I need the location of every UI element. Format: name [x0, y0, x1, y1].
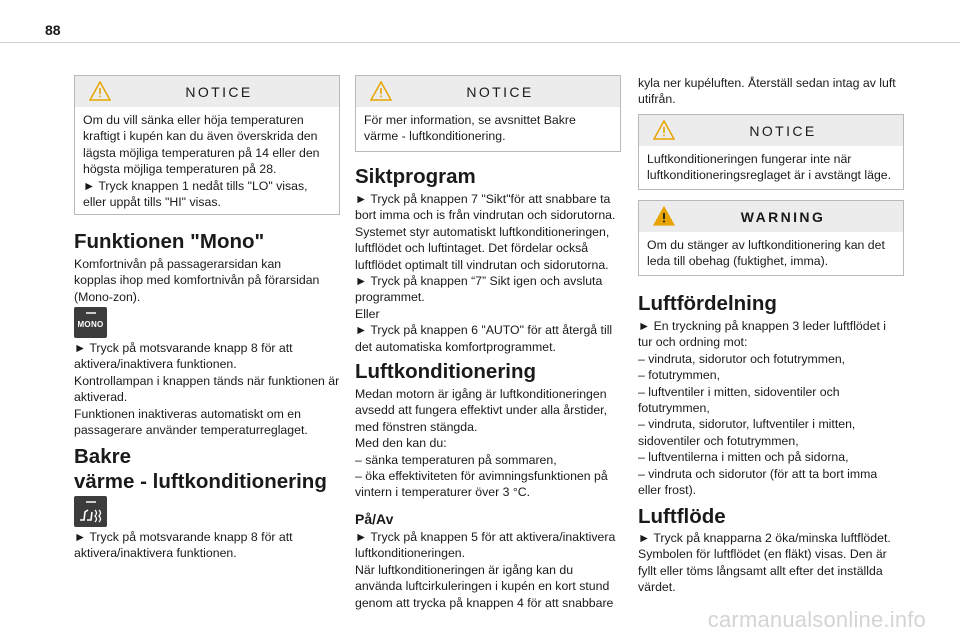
- page-number: 88: [45, 22, 61, 38]
- title-line: värme - luftkonditionering: [74, 470, 327, 493]
- text-line: – vindruta, sidorutor och fotutrymmen,: [638, 351, 846, 366]
- text-line: Med den kan du:: [355, 436, 447, 451]
- text-line: Kontrollampan i knappen tänds när funktionen är: [74, 373, 340, 388]
- text-line: Eller: [355, 306, 380, 321]
- text-line: luftflödet och luftintaget. Det fördelar också: [355, 241, 589, 256]
- section-title-onoff: På/Av: [355, 511, 394, 527]
- text-line: kopplas ihop med komfortnivån på förarsidan: [74, 273, 320, 288]
- header-rule: [0, 42, 960, 43]
- airflow-body: [638, 530, 928, 596]
- warning-triangle-icon: [89, 81, 111, 101]
- text-line: fyllt eller töms långsamt allt efter det inställda: [638, 563, 883, 578]
- text-line: luftflödet optimalt till vindrutan och sidorutorna.: [355, 257, 609, 272]
- warning-box: [638, 200, 904, 276]
- text-line: passagerare använder temperaturreglaget.: [74, 423, 308, 438]
- text-line: luftkonditioneringen.: [355, 546, 466, 561]
- text-line: ► Tryck på motsvarande knapp 8 för att: [74, 530, 293, 544]
- text-line: Luftkonditioneringen fungerar inte när: [647, 152, 852, 166]
- section-title-rear: [74, 444, 327, 494]
- col3-continuation: [638, 75, 928, 108]
- text-line: programmet.: [355, 290, 425, 305]
- notice-heading: NOTICE: [466, 83, 534, 100]
- watermark: carmanualsonline.info: [707, 607, 926, 632]
- text-line: genom att trycka på knappen 4 för att snabbare: [355, 595, 614, 610]
- text-line: utifrån.: [638, 92, 676, 107]
- text-line: (Mono-zon).: [74, 289, 141, 304]
- text-line: ► Tryck knappen 1 nedåt tills "LO" visas,: [83, 178, 308, 193]
- text-line: – luftventiler i mitten, sidoventiler och: [638, 384, 840, 399]
- text-line: ► Tryck på knappen “7” Sikt igen och avsluta: [355, 274, 603, 289]
- text-line: kyla ner kupéluften. Återställ sedan intag av luft: [638, 76, 896, 90]
- text-line: – vindruta, sidorutor, luftventiler i mitten,: [638, 417, 856, 432]
- text-line: aktivera/inaktivera funktionen.: [74, 546, 237, 561]
- text-line: högsta möjliga temperaturen på 28.: [83, 162, 277, 177]
- text-line: ► Tryck på knappen 6 "AUTO" för att återgå till: [355, 323, 613, 338]
- notice-box-ac-off: [638, 114, 904, 190]
- rear-climate-icon: [74, 496, 107, 527]
- notice-box-rear: [355, 75, 621, 152]
- rear-body: [74, 529, 344, 562]
- notice-heading: NOTICE: [749, 122, 817, 139]
- notice-text: [639, 146, 903, 190]
- text-line: Komfortnivån på passagerarsidan kan: [74, 257, 282, 271]
- text-line: – vindruta och sidorutor (för att ta bort imma: [638, 466, 878, 481]
- section-title-airflow: Luftflöde: [638, 505, 726, 528]
- section-title-mono: Funktionen "Mono": [74, 230, 265, 253]
- text-line: – öka effektiviteten för avimningsfunktionen på: [355, 469, 608, 484]
- text-line: – luftventilerna i mitten och på sidorna,: [638, 450, 849, 465]
- warning-heading: WARNING: [740, 208, 826, 225]
- text-line: ► Tryck på knappen 5 för att aktivera/inaktivera: [355, 530, 616, 544]
- text-line: Symbolen för luftflödet (en fläkt) visas. Den är: [638, 547, 887, 562]
- notice-heading: NOTICE: [185, 83, 253, 100]
- mono-icon-label: MONO: [77, 320, 104, 329]
- mono-button-icon: [74, 307, 107, 338]
- text-line: ► Tryck på knappen 7 "Sikt"för att snabbare ta: [355, 192, 611, 206]
- text-line: leda till obehag (fuktighet, imma).: [647, 254, 829, 269]
- ac-body: [355, 386, 630, 501]
- text-line: det automatiska komfortprogrammet.: [355, 339, 556, 354]
- text-line: använda luftcirkuleringen i kupén en kort stund: [355, 579, 610, 594]
- warning-triangle-icon: [370, 81, 392, 101]
- sikt-body: [355, 191, 630, 355]
- text-line: Medan motorn är igång är luftkonditioneringen: [355, 387, 607, 401]
- text-line: bort imma och is från vindrutan och sidorutorna.: [355, 208, 616, 223]
- notice-header: [639, 115, 903, 146]
- onoff-body: [355, 529, 630, 611]
- title-line: Bakre: [74, 445, 131, 468]
- mono-intro: [74, 256, 344, 305]
- text-line: ► En tryckning på knappen 3 leder luftflödet i: [638, 319, 887, 333]
- text-line: värme - luftkonditionering.: [364, 129, 506, 144]
- text-line: med fönstren stängda.: [355, 419, 478, 434]
- text-line: eller frost).: [638, 483, 697, 498]
- section-title-sikt: Siktprogram: [355, 165, 476, 188]
- text-line: När luftkonditioneringen är igång kan du: [355, 562, 574, 577]
- text-line: För mer information, se avsnittet Bakre: [364, 113, 576, 127]
- text-line: fotutrymmen,: [638, 401, 710, 416]
- text-line: Om du stänger av luftkonditionering kan det: [647, 238, 885, 252]
- text-line: Systemet styr automatiskt luftkonditioneringen,: [355, 224, 610, 239]
- text-line: aktiverad.: [74, 390, 128, 405]
- text-line: luftkonditioneringsreglaget är i avstängt läge.: [647, 168, 892, 183]
- notice-text: [75, 107, 339, 216]
- text-line: vintern i temperaturer över 3 °C.: [355, 485, 531, 500]
- text-line: ► Tryck på knapparna 2 öka/minska luftflödet.: [638, 531, 891, 545]
- text-line: lägsta möjliga temperaturen på 14 eller den: [83, 145, 320, 160]
- text-line: – fotutrymmen,: [638, 368, 721, 383]
- warning-header: [639, 201, 903, 232]
- warning-triangle-icon: [653, 120, 675, 140]
- text-line: kraftigt i kupén kan du även överskrida den: [83, 129, 318, 144]
- notice-header: [75, 76, 339, 107]
- text-line: – sänka temperaturen på sommaren,: [355, 452, 557, 467]
- text-line: värdet.: [638, 580, 676, 595]
- distribution-body: [638, 318, 928, 498]
- text-line: Funktionen inaktiveras automatiskt om en: [74, 406, 301, 421]
- mono-body: [74, 340, 349, 438]
- warning-triangle-filled-icon: [653, 206, 675, 226]
- text-line: ► Tryck på motsvarande knapp 8 för att: [74, 341, 293, 355]
- notice-header: [356, 76, 620, 107]
- seat-airflow-icon: [74, 496, 107, 527]
- text-line: eller uppåt tills "HI" visas.: [83, 195, 221, 210]
- text-line: Om du vill sänka eller höja temperaturen: [83, 113, 304, 127]
- text-line: avsedd att fungera effektivt under alla årstider,: [355, 403, 608, 418]
- text-line: sidoventiler och fotutrymmen,: [638, 433, 799, 448]
- warning-text: [639, 232, 903, 276]
- text-line: tur och ordning mot:: [638, 335, 748, 350]
- notice-text: [356, 107, 620, 151]
- text-line: aktivera/inaktivera funktionen.: [74, 357, 237, 372]
- section-title-ac: Luftkonditionering: [355, 360, 537, 383]
- section-title-distribution: Luftfördelning: [638, 292, 777, 315]
- notice-box-temperature: [74, 75, 340, 215]
